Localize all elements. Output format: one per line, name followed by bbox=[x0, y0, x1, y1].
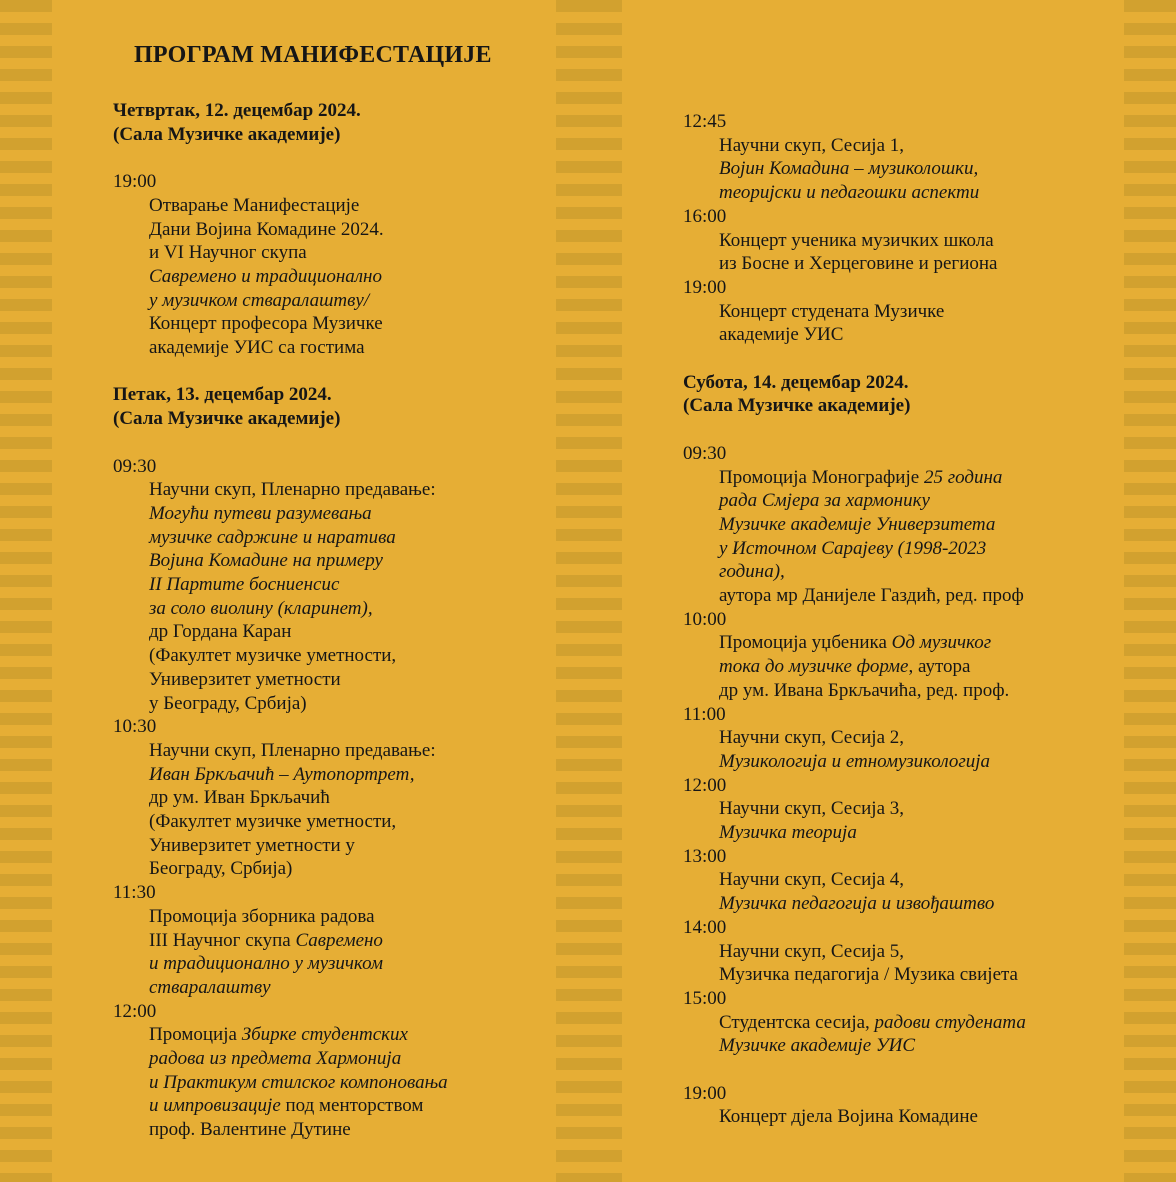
text-segment: из Босне и Херцеговине и региона bbox=[719, 253, 998, 275]
italic-text: Савремено и традиционално bbox=[149, 265, 382, 287]
day-section bbox=[113, 383, 543, 1141]
event-line bbox=[719, 466, 1113, 490]
event-line bbox=[149, 668, 543, 692]
text-segment: Београду, Србија) bbox=[149, 858, 293, 880]
event-line bbox=[719, 1034, 1113, 1058]
event-item bbox=[683, 110, 1113, 205]
event-description bbox=[683, 1105, 1113, 1129]
event-line bbox=[149, 810, 543, 834]
event-line bbox=[719, 868, 1113, 892]
event-time: 10:30 bbox=[113, 716, 157, 738]
event-description bbox=[683, 868, 1113, 915]
event-description bbox=[113, 194, 543, 360]
event-line bbox=[719, 940, 1113, 964]
event-line bbox=[149, 952, 543, 976]
event-item bbox=[683, 205, 1113, 276]
event-item bbox=[683, 442, 1113, 608]
event-line bbox=[719, 1105, 1113, 1129]
event-line bbox=[149, 1023, 543, 1047]
event-line bbox=[149, 194, 543, 218]
event-line bbox=[149, 763, 543, 787]
day-section bbox=[113, 99, 543, 360]
text-segment: Научни скуп, Сесија 2, bbox=[719, 727, 905, 749]
event-line bbox=[719, 300, 1113, 324]
event-time: 11:30 bbox=[113, 882, 156, 904]
italic-text: Музичке академије УИС bbox=[719, 1035, 916, 1057]
event-description bbox=[683, 797, 1113, 844]
event-line bbox=[149, 573, 543, 597]
event-line bbox=[149, 289, 543, 313]
italic-text: 25 година bbox=[923, 466, 1003, 488]
event-item bbox=[683, 845, 1113, 916]
text-segment: Научни скуп, Сесија 5, bbox=[719, 940, 905, 962]
italic-text: у Источном Сарајеву (1998-2023 bbox=[719, 537, 987, 559]
event-line bbox=[719, 821, 1113, 845]
event-line bbox=[149, 620, 543, 644]
event-item bbox=[683, 774, 1113, 845]
film-strip-left bbox=[0, 0, 52, 1182]
italic-text: радови студената bbox=[874, 1011, 1026, 1033]
text-segment: академије УИС bbox=[719, 324, 844, 346]
italic-text: Војин Комадина – музиколошки, bbox=[719, 158, 979, 180]
program-column-left bbox=[113, 99, 543, 1166]
italic-text: и импровизације bbox=[149, 1095, 281, 1117]
event-line bbox=[149, 478, 543, 502]
event-time: 12:00 bbox=[113, 1000, 157, 1022]
event-line bbox=[149, 834, 543, 858]
text-segment: др ум. Ивана Бркљачића, ред. проф. bbox=[719, 679, 1010, 701]
text-segment: др ум. Иван Бркљачић bbox=[149, 787, 330, 809]
italic-text: музичке садржине и наратива bbox=[149, 526, 396, 548]
event-list bbox=[113, 455, 543, 1142]
event-line bbox=[719, 726, 1113, 750]
event-list bbox=[683, 442, 1113, 1129]
italic-text: и Практикум стилског компоновања bbox=[149, 1071, 448, 1093]
event-line bbox=[149, 1071, 543, 1095]
event-time: 12:45 bbox=[683, 111, 727, 132]
italic-text: година), bbox=[719, 561, 785, 583]
event-line bbox=[149, 644, 543, 668]
event-line bbox=[719, 157, 1113, 181]
italic-text: теоријски и педагошки аспекти bbox=[719, 182, 980, 204]
text-segment: Концерт професора Музичке bbox=[149, 313, 383, 335]
text-segment: под менторством bbox=[280, 1095, 424, 1117]
event-line bbox=[149, 857, 543, 881]
event-line bbox=[719, 323, 1113, 347]
day-section bbox=[683, 110, 1113, 347]
text-segment: Научни скуп, Сесија 1, bbox=[719, 134, 905, 156]
italic-text: Збирке студентских bbox=[241, 1024, 408, 1046]
film-strip-center bbox=[556, 0, 622, 1182]
event-line bbox=[149, 929, 543, 953]
event-description bbox=[683, 466, 1113, 608]
event-description bbox=[683, 940, 1113, 987]
event-line bbox=[149, 597, 543, 621]
event-item bbox=[113, 170, 543, 360]
day-date: Субота, 14. децембар 2024. bbox=[683, 371, 909, 393]
text-segment: Промоција зборника радова bbox=[149, 905, 375, 927]
text-segment: аутора мр Данијеле Газдић, ред. проф bbox=[719, 585, 1024, 607]
event-time: 11:00 bbox=[683, 703, 726, 725]
event-description bbox=[683, 726, 1113, 773]
event-list bbox=[113, 170, 543, 360]
event-time: 19:00 bbox=[113, 171, 157, 193]
event-line bbox=[719, 560, 1113, 584]
event-line bbox=[719, 584, 1113, 608]
text-segment: Концерт студената Музичке bbox=[719, 300, 945, 322]
event-time: 14:00 bbox=[683, 916, 727, 938]
italic-text: Музичка педагогија и извођаштво bbox=[719, 893, 995, 915]
event-description bbox=[113, 905, 543, 1000]
text-segment: академије УИС са гостима bbox=[149, 337, 365, 359]
event-description bbox=[683, 631, 1113, 702]
event-line bbox=[719, 679, 1113, 703]
event-line bbox=[719, 229, 1113, 253]
event-line bbox=[149, 1094, 543, 1118]
text-segment: и VI Научног скупа bbox=[149, 242, 307, 264]
italic-text: тока до музичке форме bbox=[719, 656, 909, 678]
text-segment: Концерт ученика музичких школа bbox=[719, 229, 994, 251]
event-line bbox=[149, 265, 543, 289]
text-segment: Универзитет уметности у bbox=[149, 834, 355, 856]
event-time: 09:30 bbox=[113, 455, 157, 477]
text-segment: Промоција уџбеника bbox=[719, 632, 892, 654]
event-line bbox=[149, 526, 543, 550]
event-line bbox=[719, 513, 1113, 537]
event-item bbox=[113, 1000, 543, 1142]
event-item bbox=[113, 881, 543, 1000]
event-line bbox=[719, 252, 1113, 276]
event-time: 19:00 bbox=[683, 1082, 727, 1104]
event-description bbox=[113, 478, 543, 715]
event-line bbox=[149, 336, 543, 360]
event-list bbox=[683, 110, 1113, 347]
day-section bbox=[683, 371, 1113, 1129]
event-line bbox=[149, 1047, 543, 1071]
italic-text: за соло виолину (кларинет), bbox=[149, 597, 373, 619]
event-line bbox=[149, 786, 543, 810]
event-line bbox=[149, 312, 543, 336]
text-segment: Научни скуп, Сесија 4, bbox=[719, 869, 905, 891]
text-segment: Универзитет уметности bbox=[149, 668, 341, 690]
day-date: Петак, 13. децембар 2024. bbox=[113, 384, 332, 406]
day-header bbox=[113, 99, 543, 146]
text-segment: Дани Војина Комадине 2024. bbox=[149, 218, 384, 240]
day-venue: (Сала Музичке академије) bbox=[113, 408, 341, 430]
film-strip-right bbox=[1124, 0, 1176, 1182]
text-segment: Научни скуп, Пленарно предавање: bbox=[149, 739, 436, 761]
italic-text: радова из предмета Хармонија bbox=[149, 1048, 402, 1070]
event-line bbox=[719, 489, 1113, 513]
event-item bbox=[683, 703, 1113, 774]
italic-text: Војина Комадине на примеру bbox=[149, 550, 383, 572]
event-line bbox=[149, 549, 543, 573]
text-segment: Концерт дјела Војина Комадине bbox=[719, 1106, 978, 1128]
event-line bbox=[149, 241, 543, 265]
event-line bbox=[719, 631, 1113, 655]
event-description bbox=[683, 300, 1113, 347]
italic-text: у музичком стваралаштву/ bbox=[149, 289, 370, 311]
text-segment: Научни скуп, Сесија 3, bbox=[719, 798, 905, 820]
event-line bbox=[719, 537, 1113, 561]
text-segment: Музичка педагогија / Музика свијета bbox=[719, 964, 1018, 986]
italic-text: стваралаштву bbox=[149, 976, 271, 998]
event-item bbox=[113, 715, 543, 881]
event-item bbox=[113, 455, 543, 716]
italic-text: рада Смјера за хармонику bbox=[719, 490, 930, 512]
event-line bbox=[149, 905, 543, 929]
page-title: ПРОГРАМ МАНИФЕСТАЦИЈЕ bbox=[134, 42, 492, 68]
italic-text: Иван Бркљачић – Аутопортрет, bbox=[149, 763, 415, 785]
event-description bbox=[113, 739, 543, 881]
event-line bbox=[719, 963, 1113, 987]
text-segment: III Научног скупа bbox=[149, 929, 296, 951]
event-item bbox=[683, 916, 1113, 987]
event-time: 13:00 bbox=[683, 845, 727, 867]
event-item bbox=[683, 608, 1113, 703]
event-line bbox=[149, 502, 543, 526]
text-segment: (Факултет музичке уметности, bbox=[149, 645, 397, 667]
event-item bbox=[683, 1082, 1113, 1129]
event-line bbox=[149, 692, 543, 716]
day-venue: (Сала Музичке академије) bbox=[683, 395, 911, 417]
italic-text: Савремено bbox=[295, 929, 383, 951]
event-line bbox=[149, 976, 543, 1000]
event-line bbox=[719, 1011, 1113, 1035]
event-line bbox=[719, 655, 1113, 679]
day-venue: (Сала Музичке академије) bbox=[113, 123, 341, 145]
day-date: Четвртак, 12. децембар 2024. bbox=[113, 100, 361, 121]
event-line bbox=[719, 750, 1113, 774]
event-description bbox=[683, 229, 1113, 276]
italic-text: Од музичког bbox=[891, 632, 992, 654]
event-time: 10:00 bbox=[683, 608, 727, 630]
event-item bbox=[683, 987, 1113, 1058]
text-segment: Студентска сесија, bbox=[719, 1011, 875, 1033]
event-line bbox=[149, 739, 543, 763]
event-description bbox=[113, 1023, 543, 1142]
text-segment: Промоција bbox=[149, 1024, 242, 1046]
day-header bbox=[683, 371, 1113, 418]
text-segment: , аутора bbox=[908, 656, 971, 678]
event-line bbox=[719, 181, 1113, 205]
event-time: 19:00 bbox=[683, 276, 727, 298]
italic-text: II Партите босниенсис bbox=[149, 574, 340, 596]
text-segment: у Београду, Србија) bbox=[149, 692, 307, 714]
text-segment: Отварање Манифестације bbox=[149, 194, 360, 216]
text-segment: Промоција Монографије bbox=[719, 466, 924, 488]
event-description bbox=[683, 1011, 1113, 1058]
event-line bbox=[149, 1118, 543, 1142]
italic-text: Музичке академије Универзитета bbox=[719, 513, 996, 535]
day-header bbox=[113, 383, 543, 430]
event-line bbox=[149, 218, 543, 242]
italic-text: и традиционално у музичком bbox=[149, 953, 384, 975]
event-time: 16:00 bbox=[683, 205, 727, 227]
event-time: 15:00 bbox=[683, 987, 727, 1009]
text-segment: (Факултет музичке уметности, bbox=[149, 811, 397, 833]
event-line bbox=[719, 892, 1113, 916]
event-time: 12:00 bbox=[683, 774, 727, 796]
text-segment: проф. Валентине Дутине bbox=[149, 1119, 351, 1141]
event-line bbox=[719, 134, 1113, 158]
event-time: 09:30 bbox=[683, 442, 727, 464]
event-description bbox=[683, 134, 1113, 205]
italic-text: Музикологија и етномузикологија bbox=[719, 750, 991, 772]
italic-text: Музичка теорија bbox=[719, 822, 857, 844]
event-line bbox=[719, 797, 1113, 821]
text-segment: Научни скуп, Пленарно предавање: bbox=[149, 479, 436, 501]
italic-text: Могући путеви разумевања bbox=[149, 502, 372, 524]
text-segment: др Гордана Каран bbox=[149, 621, 292, 643]
event-item bbox=[683, 276, 1113, 347]
program-column-right bbox=[683, 110, 1113, 1153]
